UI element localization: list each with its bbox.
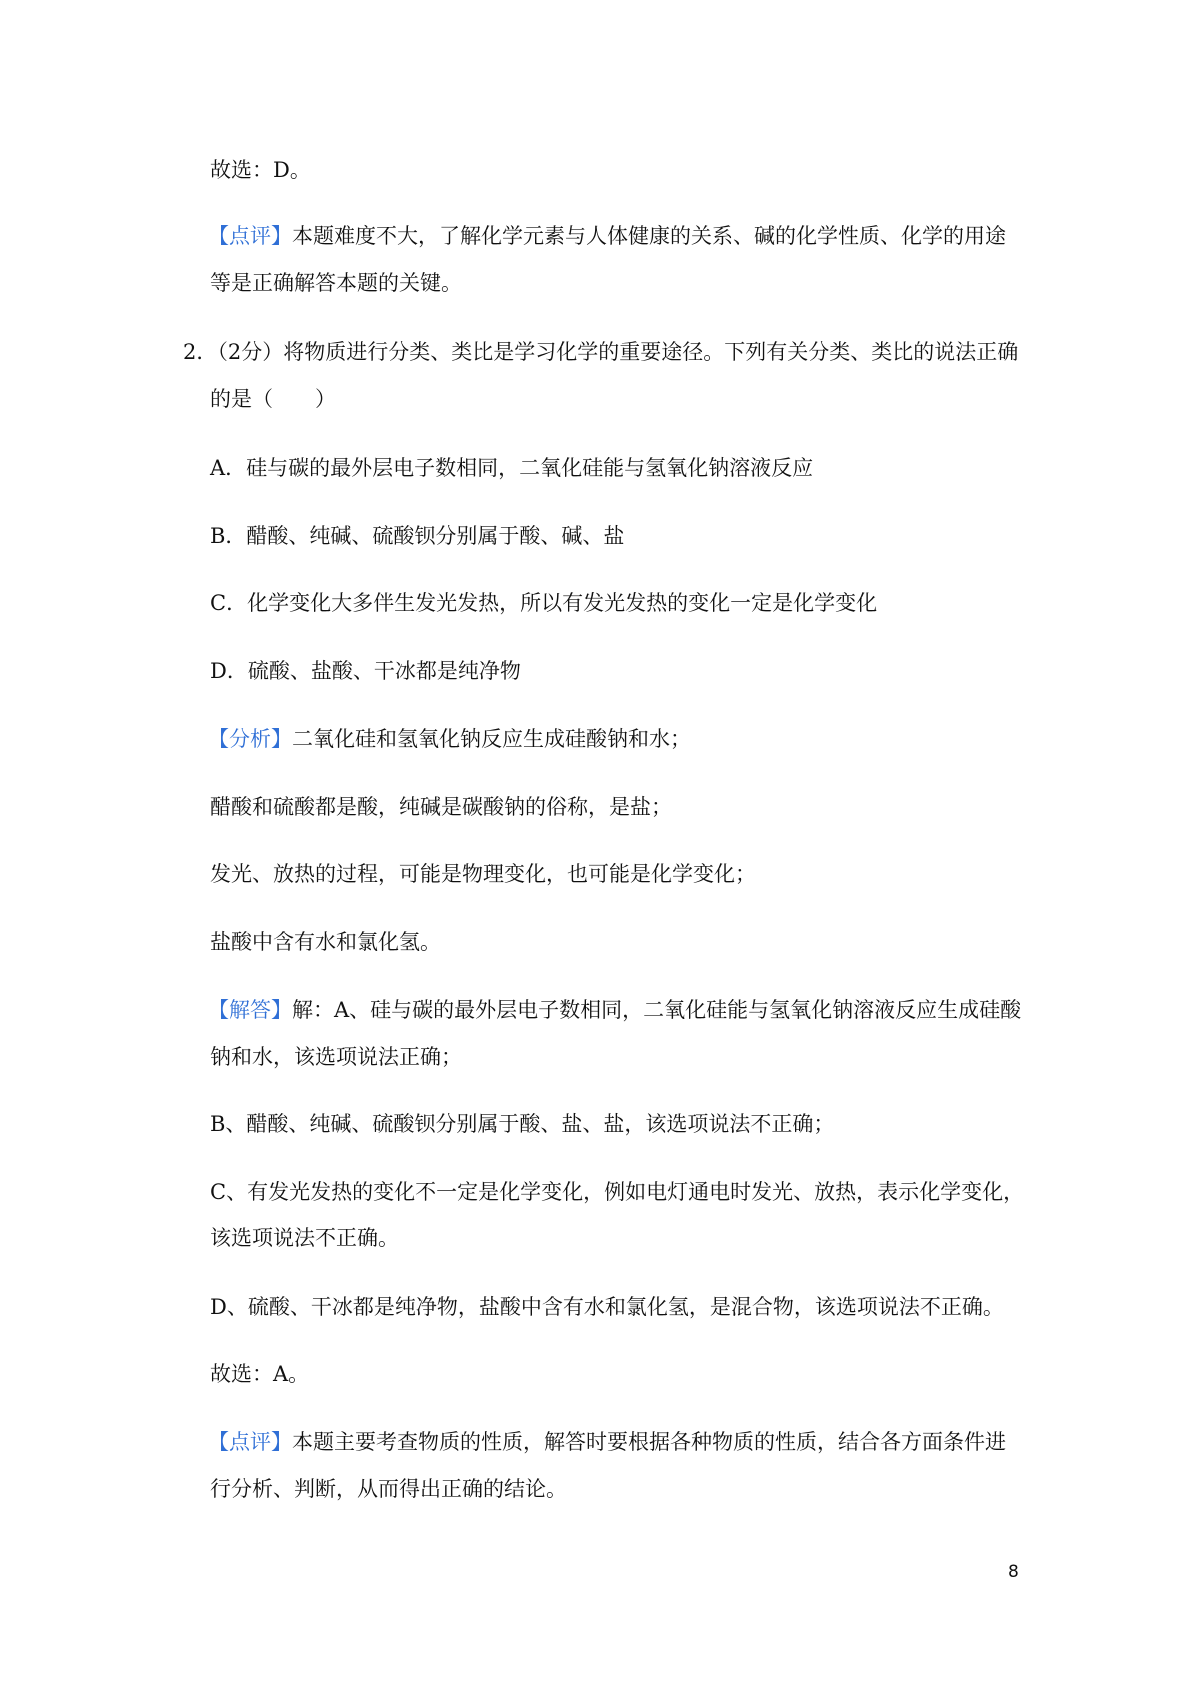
- review-line-2: 等是正确解答本题的关键。: [210, 271, 462, 295]
- solution-text: 解：A、硅与碳的最外层电子数相同，二氧化硅能与氢氧化钠溶液反应生成硅酸: [292, 998, 1022, 1022]
- solution-line-a2: 钠和水，该选项说法正确；: [210, 1045, 462, 1069]
- solution-line-c1: C、有发光发热的变化不一定是化学变化，例如电灯通电时发光、放热，表示化学变化，: [210, 1180, 1025, 1204]
- option-c: C．化学变化大多伴生发光发热，所以有发光发热的变化一定是化学变化: [210, 591, 878, 615]
- answer-line: 故选：D。: [210, 158, 311, 182]
- solution-tag: 【解答】: [208, 998, 292, 1022]
- analysis-line-1: [208, 723, 691, 755]
- analysis-line-4: 盐酸中含有水和氯化氢。: [210, 930, 441, 954]
- review2-text: 本题主要考查物质的性质，解答时要根据各种物质的性质，结合各方面条件进: [292, 1430, 1006, 1454]
- solution-line-a1: [208, 994, 1021, 1026]
- review2-line-1: [208, 1426, 1006, 1458]
- review2-tag: 【点评】: [208, 1430, 292, 1454]
- solution-line-c2: 该选项说法不正确。: [210, 1226, 399, 1250]
- analysis-tag: 【分析】: [208, 727, 292, 751]
- question-stem-line-2: 的是（ ）: [210, 387, 336, 411]
- solution-line-d: D、硫酸、干冰都是纯净物，盐酸中含有水和氯化氢，是混合物，该选项说法不正确。: [210, 1295, 1004, 1319]
- review2-line-2: 行分析、判断，从而得出正确的结论。: [210, 1477, 567, 1501]
- option-d: D．硫酸、盐酸、干冰都是纯净物: [210, 659, 521, 683]
- question-stem-line-1: 2．（2分）将物质进行分类、类比是学习化学的重要途径。下列有关分类、类比的说法正确: [183, 340, 1019, 364]
- page-number: 8: [1008, 1562, 1019, 1582]
- analysis-line-2: 醋酸和硫酸都是酸，纯碱是碳酸钠的俗称，是盐；: [210, 795, 672, 819]
- option-b: B．醋酸、纯碱、硫酸钡分别属于酸、碱、盐: [210, 524, 625, 548]
- solution-line-b: B、醋酸、纯碱、硫酸钡分别属于酸、盐、盐，该选项说法不正确；: [210, 1112, 835, 1136]
- analysis-line-3: 发光、放热的过程，可能是物理变化，也可能是化学变化；: [210, 862, 756, 886]
- review-text: 本题难度不大，了解化学元素与人体健康的关系、碱的化学性质、化学的用途: [292, 224, 1006, 248]
- review-line-1: [208, 220, 1006, 252]
- review-tag: 【点评】: [208, 224, 292, 248]
- solution-answer-line: 故选：A。: [210, 1362, 310, 1386]
- option-a: A．硅与碳的最外层电子数相同，二氧化硅能与氢氧化钠溶液反应: [210, 456, 814, 480]
- analysis-text: 二氧化硅和氢氧化钠反应生成硅酸钠和水；: [292, 727, 691, 751]
